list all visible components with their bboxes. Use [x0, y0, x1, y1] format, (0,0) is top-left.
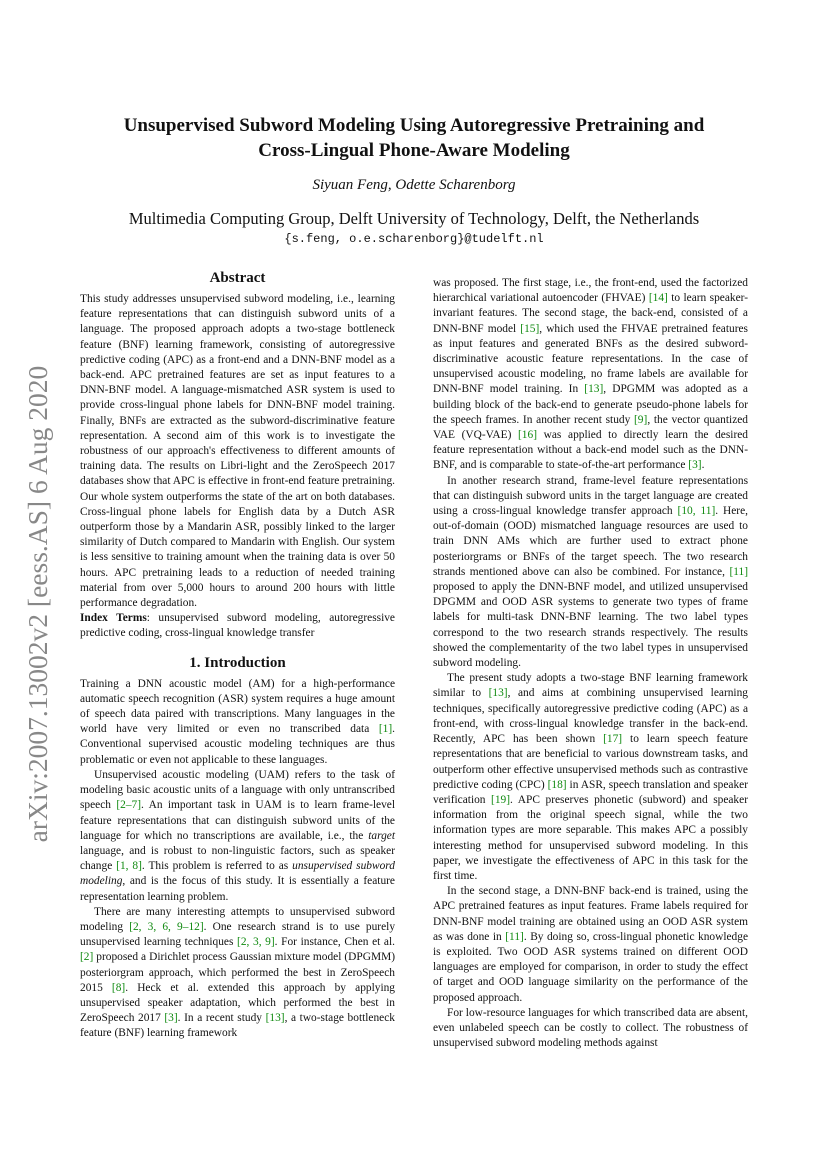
citation-link[interactable]: [2, 3, 6, 9–12]	[129, 920, 204, 933]
affiliation: Multimedia Computing Group, Delft University of Technology, Delft, the Netherlands	[128, 209, 700, 228]
citation-link[interactable]: [15]	[520, 322, 540, 335]
citation-link[interactable]: [17]	[603, 733, 623, 746]
right-paragraph-1: was proposed. The first stage, i.e., the front-end, used the factorized hierarchical variational autoencoder (FHVAE) [14] to learn speaker-invariant features. The second stage, the back-end, consisted of a DNN-BNF model [15], which used the FHVAE pretrained features as input features and generated BNFs as the desired subword-discriminative acoustic feature representations. In the case of unsupervised acoustic modeling, no frame labels are available for DNN-BNF model training. In [13], DPGMM was adopted as a building block of the back-end to generate pseudo-phone labels for the speech frames. In another recent study [9], the vector quantized VAE (VQ-VAE) [16] was applied to directly learn the desired feature representation without a back-end model such as the DNN-BNF, and is comparable to state-of-the-art performance [3].	[433, 277, 749, 472]
right-paragraph-5: For low-resource languages for which transcribed data are absent, even unlabeled speech can be costly to collect. The robustness of unsupervised subword modeling methods against	[433, 1006, 748, 1050]
title-line-2: Cross-Lingual Phone-Aware Modeling	[258, 140, 570, 161]
citation-link[interactable]: [14]	[648, 292, 668, 305]
citation-link[interactable]: [16]	[518, 429, 537, 442]
index-terms-text: : unsupervised subword modeling, autoregressive predictive coding, cross-lingual knowledge transfer	[80, 612, 395, 640]
citation-link[interactable]: [13]	[488, 687, 508, 700]
right-paragraph-3: The present study adopts a two-stage BNF learning framework similar to [13], and aims at combining unsupervised learning techniques, specifically autoregressive predictive coding (APC) as a front-end, with cross-lingual knowledge transfer in the back-end. Recently, APC has been shown [17] to learn speech feature representations that are beneficial to various downstream tasks, and outperform other effective unsupervised methods such as contrastive predictive coding (CPC) [18] in ASR, speech translation and speaker verification [19]. APC preserves phonetic (subword) and speaker information from the original speech signal, while the two information types are more separable. This makes APC a possibly interesting method for unsupervised subword modeling. In this paper, we investigate the effectiveness of APC in this task for the first time.	[433, 672, 748, 882]
citation-link[interactable]: [2, 3, 9]	[237, 936, 275, 949]
intro-paragraph-2: Unsupervised acoustic modeling (UAM) refers to the task of modeling basic acoustic units of a language with only untranscribed speech [2–7]. An important task in UAM is to learn frame-level feature representations that can distinguish subword units of the language for which no transcriptions are available, i.e., the target language, and is robust to non-linguistic factors, such as speaker change [1, 8]. This problem is referred to as unsupervised subword modeling, and is the focus of this study. It is essentially a feature representation learning problem.	[80, 768, 396, 903]
arxiv-stamp: arXiv:2007.13002v2 [eess.AS] 6 Aug 2020	[22, 365, 53, 843]
citation-link[interactable]: [2–7]	[116, 799, 142, 812]
paper-title	[60, 113, 768, 163]
index-terms	[80, 611, 395, 641]
index-terms-label: Index Terms	[80, 612, 147, 625]
intro-paragraph-1: Training a DNN acoustic model (AM) for a high-performance automatic speech recognition (ASR) system requires a huge amount of speech data paired with transcriptions. Many languages in the world have very limited or even no transcribed data [1]. Conventional supervised acoustic modeling techniques are thus problematic or even not applicable to these languages.	[80, 677, 395, 766]
citation-link[interactable]: [18]	[547, 778, 567, 791]
abstract-heading: Abstract	[209, 270, 266, 286]
citation-link[interactable]: [13]	[265, 1012, 285, 1025]
citation-link[interactable]: [8]	[111, 981, 126, 994]
intro-heading: 1. Introduction	[189, 654, 286, 671]
citation-link[interactable]: [3]	[164, 1012, 178, 1025]
citation-link[interactable]: [9]	[634, 413, 648, 426]
email: {s.feng, o.e.scharenborg}@tudelft.nl	[284, 232, 544, 246]
intro-paragraph-3: There are many interesting attempts to unsupervised subword modeling [2, 3, 6, 9–12]. One research strand is to use purely unsupervised learning techniques [2, 3, 9]. For instance, Chen et al. [2] proposed a Dirichlet process Gaussian mixture model (DPGMM) posteriorgram approach, which performed the best in ZeroSpeech 2015 [8]. Heck et al. extended this approach by applying unsupervised speaker adaptation, which performed the best in ZeroSpeech 2017 [3]. In a recent study [13], a two-stage bottleneck feature (BNF) learning framework	[80, 905, 396, 1040]
citation-link[interactable]: [1]	[378, 723, 393, 736]
citation-link[interactable]: [11]	[505, 930, 524, 943]
citation-link[interactable]: [10, 11]	[677, 505, 716, 518]
right-column	[433, 276, 748, 1051]
citation-link[interactable]: [11]	[729, 565, 748, 578]
abstract-text: This study addresses unsupervised subword modeling, i.e., learning feature representations that can distinguish subword units of a language. The proposed approach adopts a two-stage bottleneck feature (BNF) learning framework, consisting of autoregressive predictive coding (APC) as a front-end and a DNN-BNF model as a back-end. APC pretrained features are set as input features to a DNN-BNF model. A language-mismatched ASR system is used to provide cross-lingual phone labels for DNN-BNF model training. Finally, BNFs are extracted as the subword-discriminative feature representation. A second aim of this work is to investigate the robustness of our approach's effectiveness to different amounts of training data. The results on Libri-light and the ZeroSpeech 2017 databases show that APC is effective in front-end feature pretraining. Our whole system outperforms the state of the art on both databases. Cross-lingual phone labels for English data by a Dutch ASR outperform those by a Mandarin ASR, possibly linked to the larger similarity of Dutch compared to Mandarin with English. Our system is less sensitive to training amount when the training data is over 50 hours. APC pretraining leads to a reduction of needed training material from over 5,000 hours to around 200 hours with little performance degradation.	[80, 293, 395, 610]
left-column	[80, 268, 395, 1042]
authors: Siyuan Feng, Odette Scharenborg	[312, 177, 516, 193]
citation-link[interactable]: [19]	[491, 793, 511, 806]
right-paragraph-2: In another research strand, frame-level feature representations that can distinguish subword units in the target language are created using a cross-lingual knowledge transfer approach [10, 11]. Here, out-of-domain (OOD) mismatched language resources are used to train DNN AMs which are further used to extract phone posteriorgrams or BNFs of the target speech. The two research strands mentioned above can also be combined. For instance, [11] proposed to apply the DNN-BNF model, and utilized unsupervised DPGMM and OOD ASR systems to generate two types of frame labels for multi-task DNN-BNF learning. The two label types correspond to the two research strands respectively. The results showed the complementarity of the two label types in unsupervised subword modeling.	[433, 474, 748, 670]
citation-link[interactable]: [13]	[584, 383, 604, 396]
citation-link[interactable]: [2]	[80, 951, 94, 964]
citation-link[interactable]: [1, 8]	[116, 860, 142, 873]
citation-link[interactable]: [3]	[688, 459, 702, 472]
right-paragraph-4: In the second stage, a DNN-BNF back-end is trained, using the APC pretrained features as input features. Frame labels required for DNN-BNF model training are obtained using an OOD ASR system as was done in [11]. By doing so, cross-lingual phonetic knowledge is exploited. Two OOD ASR systems trained on different OOD languages are employed for comparison, in order to study the effect of target and OOD language similarity on the performance of the proposed approach.	[433, 885, 748, 1004]
title-line-1: Unsupervised Subword Modeling Using Autoregressive Pretraining and	[123, 115, 705, 136]
